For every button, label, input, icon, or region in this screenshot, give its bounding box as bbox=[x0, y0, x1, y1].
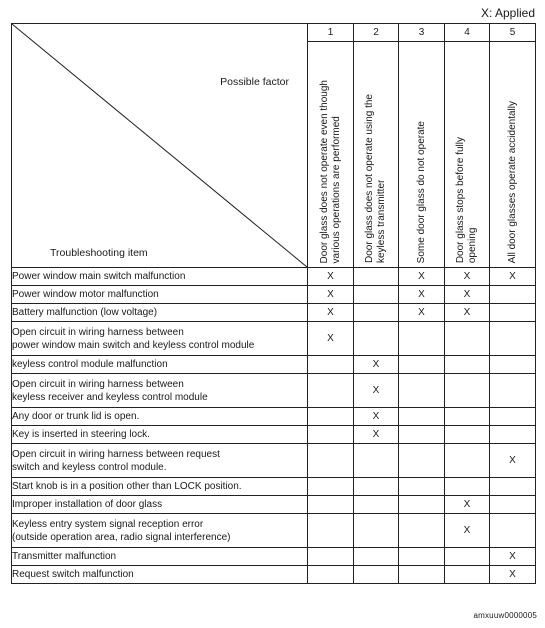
applied-mark bbox=[399, 356, 445, 374]
troubleshooting-item: Open circuit in wiring harness between power window main switch and keyless control module bbox=[12, 322, 308, 356]
troubleshooting-item: Power window motor malfunction bbox=[12, 286, 308, 304]
applied-mark bbox=[445, 356, 490, 374]
table-row bbox=[12, 374, 536, 408]
column-number: 1 bbox=[308, 24, 354, 42]
applied-mark: X bbox=[445, 496, 490, 514]
table-row bbox=[12, 478, 536, 496]
table-row bbox=[12, 268, 536, 286]
table-row bbox=[12, 566, 536, 584]
column-label: Door glass stops before fully opening bbox=[455, 136, 478, 263]
table-row bbox=[12, 286, 536, 304]
applied-mark bbox=[399, 478, 445, 496]
applied-mark: X bbox=[399, 268, 445, 286]
column-label: Some door glass do not operate bbox=[415, 120, 427, 263]
applied-mark bbox=[308, 426, 354, 444]
column-label-cell bbox=[354, 42, 399, 268]
applied-mark: X bbox=[354, 356, 399, 374]
applied-mark: X bbox=[490, 444, 536, 478]
applied-mark bbox=[399, 408, 445, 426]
applied-mark bbox=[354, 304, 399, 322]
applied-mark bbox=[308, 444, 354, 478]
troubleshooting-item: Any door or trunk lid is open. bbox=[12, 408, 308, 426]
troubleshooting-matrix bbox=[11, 23, 536, 584]
figure-id: amxuuw0000005 bbox=[473, 611, 537, 620]
diagonal-line bbox=[12, 24, 307, 267]
table-row bbox=[12, 548, 536, 566]
applied-mark: X bbox=[308, 304, 354, 322]
applied-mark bbox=[445, 426, 490, 444]
column-label: All door glasses operate accidentally bbox=[506, 100, 518, 263]
column-number: 3 bbox=[399, 24, 445, 42]
applied-mark bbox=[490, 514, 536, 548]
applied-mark bbox=[399, 426, 445, 444]
applied-mark bbox=[445, 548, 490, 566]
applied-mark bbox=[399, 444, 445, 478]
applied-mark bbox=[490, 426, 536, 444]
applied-mark bbox=[354, 268, 399, 286]
column-number: 2 bbox=[354, 24, 399, 42]
column-number: 5 bbox=[490, 24, 536, 42]
applied-mark bbox=[354, 514, 399, 548]
header-row-numbers bbox=[12, 24, 536, 42]
troubleshooting-item: Transmitter malfunction bbox=[12, 548, 308, 566]
troubleshooting-item-label: Troubleshooting item bbox=[50, 247, 148, 259]
troubleshooting-item: Key is inserted in steering lock. bbox=[12, 426, 308, 444]
applied-mark bbox=[354, 478, 399, 496]
column-number: 4 bbox=[445, 24, 490, 42]
applied-mark: X bbox=[445, 286, 490, 304]
applied-mark bbox=[445, 322, 490, 356]
applied-mark bbox=[490, 478, 536, 496]
applied-mark bbox=[308, 478, 354, 496]
matrix-body bbox=[12, 24, 536, 584]
troubleshooting-item: keyless control module malfunction bbox=[12, 356, 308, 374]
legend: X: Applied bbox=[480, 6, 535, 20]
table-row bbox=[12, 356, 536, 374]
column-label: Door glass does not operate using the keyless transmitter bbox=[364, 94, 387, 263]
diagonal-header-cell bbox=[12, 24, 308, 268]
column-label-cell bbox=[490, 42, 536, 268]
applied-mark: X bbox=[445, 268, 490, 286]
applied-mark bbox=[308, 408, 354, 426]
applied-mark bbox=[308, 566, 354, 584]
troubleshooting-item: Improper installation of door glass bbox=[12, 496, 308, 514]
applied-mark bbox=[490, 496, 536, 514]
troubleshooting-item: Start knob is in a position other than LOCK position. bbox=[12, 478, 308, 496]
applied-mark bbox=[354, 444, 399, 478]
applied-mark bbox=[399, 322, 445, 356]
troubleshooting-item: Power window main switch malfunction bbox=[12, 268, 308, 286]
table-row bbox=[12, 322, 536, 356]
applied-mark bbox=[445, 374, 490, 408]
applied-mark bbox=[354, 548, 399, 566]
table-row bbox=[12, 444, 536, 478]
applied-mark bbox=[308, 496, 354, 514]
applied-mark bbox=[354, 322, 399, 356]
table-row bbox=[12, 496, 536, 514]
applied-mark bbox=[399, 514, 445, 548]
column-label-cell bbox=[399, 42, 445, 268]
applied-mark bbox=[308, 548, 354, 566]
applied-mark: X bbox=[445, 304, 490, 322]
applied-mark bbox=[490, 374, 536, 408]
applied-mark bbox=[490, 304, 536, 322]
column-label-cell bbox=[308, 42, 354, 268]
applied-mark: X bbox=[308, 322, 354, 356]
applied-mark bbox=[308, 356, 354, 374]
troubleshooting-item: Keyless entry system signal reception error (outside operation area, radio signal interference) bbox=[12, 514, 308, 548]
applied-mark: X bbox=[490, 566, 536, 584]
applied-mark: X bbox=[490, 548, 536, 566]
applied-mark: X bbox=[308, 268, 354, 286]
troubleshooting-item: Open circuit in wiring harness between keyless receiver and keyless control module bbox=[12, 374, 308, 408]
applied-mark bbox=[490, 356, 536, 374]
applied-mark bbox=[445, 566, 490, 584]
applied-mark: X bbox=[399, 304, 445, 322]
applied-mark bbox=[354, 566, 399, 584]
applied-mark bbox=[445, 444, 490, 478]
applied-mark bbox=[399, 566, 445, 584]
applied-mark bbox=[399, 548, 445, 566]
troubleshooting-item: Request switch malfunction bbox=[12, 566, 308, 584]
troubleshooting-item: Battery malfunction (low voltage) bbox=[12, 304, 308, 322]
applied-mark: X bbox=[308, 286, 354, 304]
applied-mark: X bbox=[490, 268, 536, 286]
table-row bbox=[12, 514, 536, 548]
applied-mark bbox=[445, 408, 490, 426]
applied-mark bbox=[308, 374, 354, 408]
applied-mark bbox=[490, 322, 536, 356]
column-label-cell bbox=[445, 42, 490, 268]
applied-mark: X bbox=[354, 408, 399, 426]
applied-mark bbox=[399, 496, 445, 514]
table-row bbox=[12, 426, 536, 444]
table-row bbox=[12, 304, 536, 322]
possible-factor-label: Possible factor bbox=[220, 76, 289, 88]
applied-mark: X bbox=[399, 286, 445, 304]
troubleshooting-item: Open circuit in wiring harness between request switch and keyless control module. bbox=[12, 444, 308, 478]
table-row bbox=[12, 408, 536, 426]
applied-mark bbox=[490, 286, 536, 304]
applied-mark bbox=[354, 286, 399, 304]
applied-mark: X bbox=[354, 374, 399, 408]
applied-mark: X bbox=[445, 514, 490, 548]
applied-mark bbox=[354, 496, 399, 514]
column-label: Door glass does not operate even though various operations are performed bbox=[318, 79, 342, 263]
applied-mark bbox=[490, 408, 536, 426]
applied-mark: X bbox=[354, 426, 399, 444]
applied-mark bbox=[399, 374, 445, 408]
applied-mark bbox=[308, 514, 354, 548]
applied-mark bbox=[445, 478, 490, 496]
